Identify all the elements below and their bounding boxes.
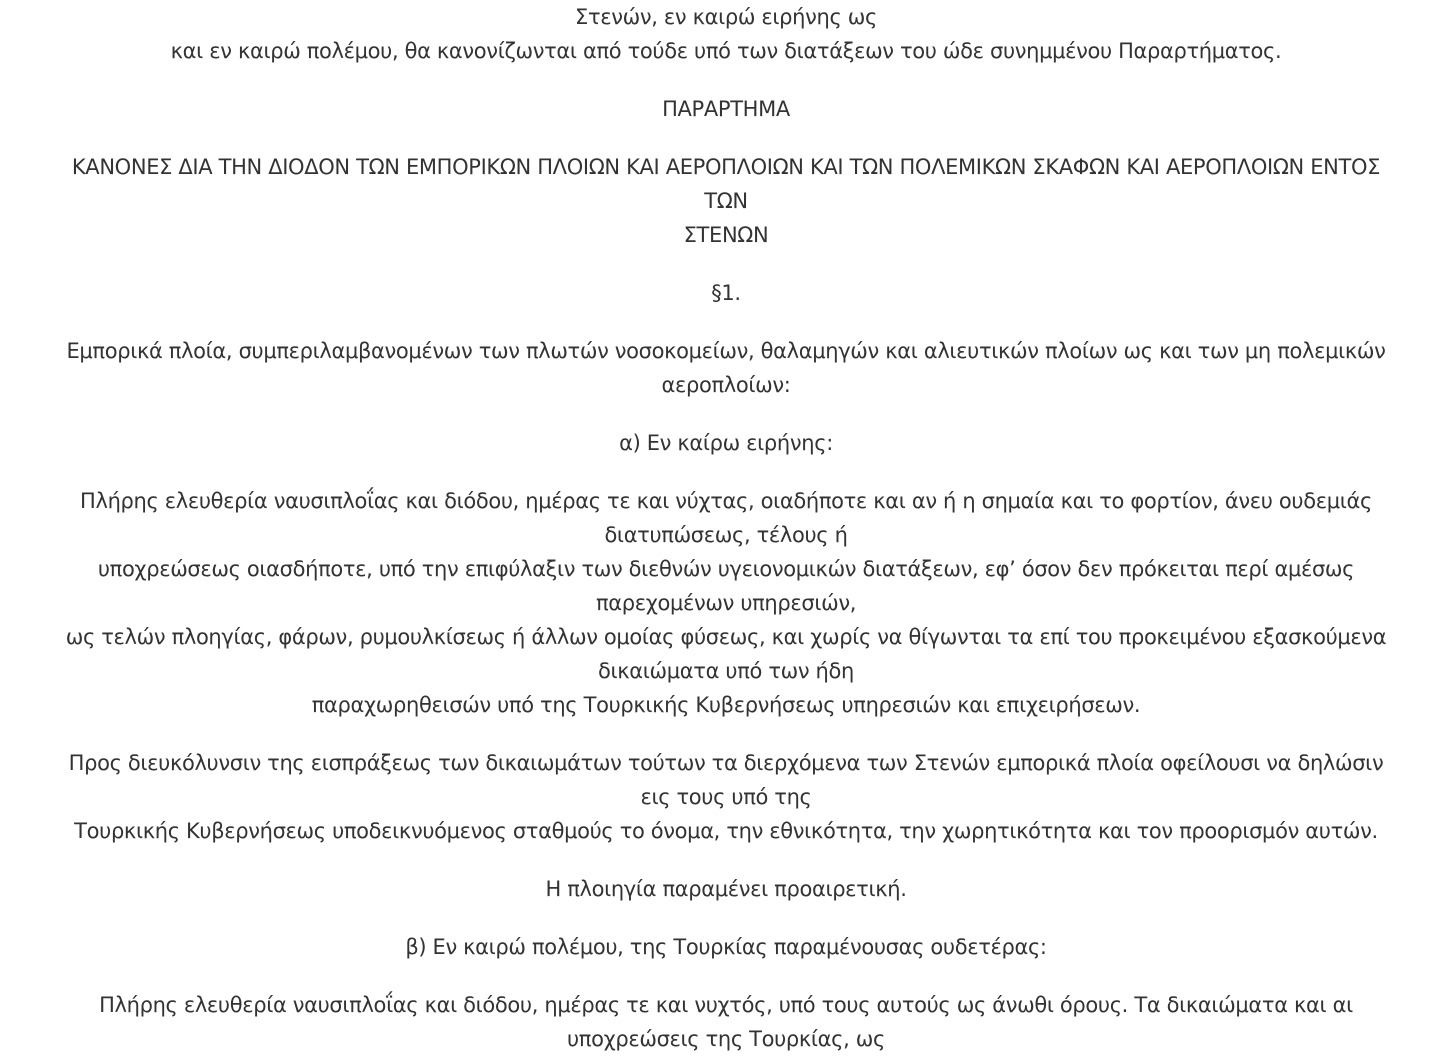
paragraph-intro [14, 0, 1438, 68]
subheading-peace [14, 426, 1438, 460]
text-line: δικαιώματα υπό των ήδη [598, 659, 854, 683]
paragraph-freedom-peace [14, 484, 1438, 722]
paragraph-freedom-war [14, 988, 1438, 1056]
paragraph-pilotage [14, 872, 1438, 906]
section-number [14, 276, 1438, 310]
text-line: και εν καιρώ πολέμου, θα κανονίζωνται από τούδε υπό των διατάξεων του ώδε συνημμένου Παραρτήματος. [170, 39, 1282, 63]
text-line: ΤΩΝ [704, 189, 748, 213]
text-line: ΠΑΡΑΡΤΗΜΑ [662, 97, 790, 121]
text-line: διατυπώσεως, τέλους ή [604, 523, 848, 547]
text-line: υποχρεώσεις της Τουρκίας, ως [566, 1027, 886, 1051]
text-line: υποχρεώσεως οιασδήποτε, υπό την επιφύλαξιν των διεθνών υγειονομικών διατάξεων, εφ’ όσον δεν πρόκειται περί αμέσως [97, 557, 1355, 581]
text-line: ΣΤΕΝΩΝ [683, 223, 769, 247]
text-line: §1. [711, 281, 741, 305]
text-line: αεροπλοίων: [661, 373, 791, 397]
text-line: Η πλοιηγία παραμένει προαιρετική. [545, 877, 907, 901]
text-line: β) Εν καιρώ πολέμου, της Τουρκίας παραμένουσας ουδετέρας: [405, 935, 1047, 959]
annex-heading [14, 92, 1438, 126]
text-line: παραχωρηθεισών υπό της Τουρκικής Κυβερνήσεως υπηρεσιών και επιχειρήσεων. [311, 693, 1141, 717]
text-line: Στενών, εν καιρώ ειρήνης ως [575, 5, 877, 29]
text-line: Προς διευκόλυνσιν της εισπράξεως των δικαιωμάτων τούτων τα διερχόμενα των Στενών εμπορικά πλοία οφείλουσι να δηλώσιν [68, 751, 1384, 775]
paragraph-merchant-ships [14, 334, 1438, 402]
rules-title [14, 150, 1438, 252]
subheading-war [14, 930, 1438, 964]
text-line: ΚΑΝΟΝΕΣ ΔΙΑ ΤΗΝ ΔΙΟΔΟΝ ΤΩΝ ΕΜΠΟΡΙΚΩΝ ΠΛΟΙΩΝ ΚΑΙ ΑΕΡΟΠΛΟΙΩΝ ΚΑΙ ΤΩΝ ΠΟΛΕΜΙΚΩΝ ΣΚΑΦΩΝ ΚΑΙ ΑΕΡΟΠΛΟΙΩΝ ΕΝΤΟΣ [71, 155, 1381, 179]
text-line: Πλήρης ελευθερία ναυσιπλοΐας και διόδου, ημέρας τε και νύχτας, οιαδήποτε και αν ή η σημαία και το φορτίον, άνευ ουδεμιάς [80, 489, 1372, 513]
document-body [14, 0, 1438, 1056]
text-line: παρεχομένων υπηρεσιών, [595, 591, 857, 615]
text-line: α) Εν καίρω ειρήνης: [619, 431, 833, 455]
text-line: Πλήρης ελευθερία ναυσιπλοΐας και διόδου, ημέρας τε και νυχτός, υπό τους αυτούς ως άνωθι όρους. Τα δικαιώματα και αι [99, 993, 1353, 1017]
text-line: Τουρκικής Κυβερνήσεως υποδεικνυόμενος σταθμούς το όνομα, την εθνικότητα, την χωρητικότητα και τον προορισμόν αυτών. [74, 819, 1378, 843]
text-line: Εμπορικά πλοία, συμπεριλαμβανομένων των πλωτών νοσοκομείων, θαλαμηγών και αλιευτικών πλοίων ως και των μη πολεμικών [66, 339, 1386, 363]
text-line: εις τους υπό της [640, 785, 812, 809]
paragraph-fees-declaration [14, 746, 1438, 848]
text-line: ως τελών πλοηγίας, φάρων, ρυμουλκίσεως ή άλλων ομοίας φύσεως, και χωρίς να θίγωνται τα επί του προκειμένου εξασκούμενα [65, 625, 1387, 649]
